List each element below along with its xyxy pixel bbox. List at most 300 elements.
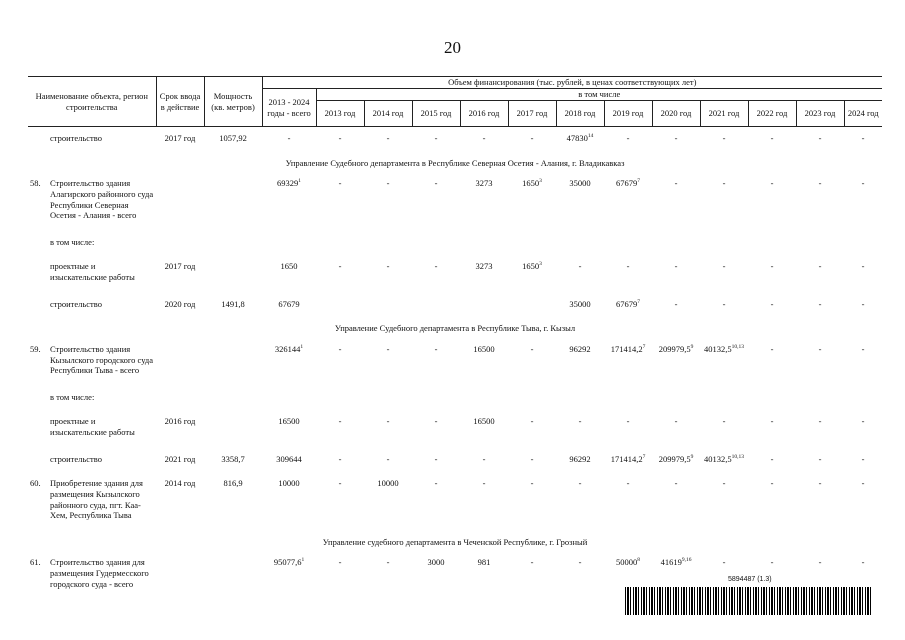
year-cell (652, 472, 700, 531)
table-row (28, 255, 882, 292)
cell-value: 3273 (475, 178, 493, 189)
cell-value: 35000 (569, 298, 591, 309)
cell-value: - (578, 416, 582, 427)
footnote-ref: 7 (642, 453, 646, 460)
year-cell (844, 231, 882, 256)
year-cell (460, 448, 508, 473)
footnote-ref: 10,13 (731, 344, 745, 351)
table-row (28, 472, 882, 531)
capacity: 816,9 (223, 478, 243, 489)
year-cell (364, 472, 412, 531)
row-number (28, 293, 48, 318)
cell-value: 16500 (473, 343, 495, 354)
cell-value: - (338, 343, 342, 354)
year-cell (748, 472, 796, 531)
footnote-ref: 1 (300, 344, 304, 351)
year-cell (796, 127, 844, 152)
year-cell (796, 293, 844, 318)
object-name: строительство (50, 453, 102, 464)
year-cell (364, 551, 412, 599)
table-row (28, 448, 882, 473)
commission-date: 2016 год (164, 416, 196, 427)
cell-value: - (722, 557, 726, 568)
year-cell (316, 231, 364, 256)
year-cell (604, 448, 652, 473)
year-cell (508, 386, 556, 411)
row-number (28, 386, 48, 411)
cell-value: - (674, 416, 678, 427)
commission-date (156, 338, 204, 386)
table-row (28, 338, 882, 386)
footnote-ref: 3 (539, 261, 542, 268)
total-cell (262, 386, 316, 411)
section-heading-row (28, 317, 882, 338)
cell-value: - (818, 557, 822, 568)
cell-value: - (482, 478, 486, 489)
cell-value: - (530, 478, 534, 489)
commission-date: 2014 год (164, 478, 196, 489)
header-year-col: 2016 год (460, 101, 508, 127)
year-cell (796, 255, 844, 292)
year-cell (316, 448, 364, 473)
footnote-ref: 14 (587, 133, 594, 140)
year-cell (604, 293, 652, 318)
year-cell (748, 127, 796, 152)
object-name: Строительство здания Алагирского районного суда Республики Северная Осетия - Алания - всего (50, 178, 154, 221)
total-cell (262, 255, 316, 292)
year-cell (700, 172, 748, 231)
cell-value: - (722, 178, 726, 189)
object-name: в том числе: (50, 391, 95, 402)
year-cell (700, 127, 748, 152)
cell-value: - (674, 298, 678, 309)
cell-value: 95077,6 (273, 557, 302, 568)
cell-value: - (722, 298, 726, 309)
year-cell (460, 172, 508, 231)
year-cell (364, 127, 412, 152)
header-funding-group: Объем финансирования (тыс. рублей, в ценах соответствующих лет) (262, 77, 882, 89)
header-total-col: 2013 - 2024 годы - всего (262, 89, 316, 127)
cell-value: - (674, 478, 678, 489)
year-cell (316, 255, 364, 292)
header-name-col: Наименование объекта, регион строительства (28, 77, 156, 127)
year-cell (364, 255, 412, 292)
year-cell (460, 386, 508, 411)
header-year-col: 2022 год (748, 101, 796, 127)
object-name: строительство (50, 133, 102, 143)
year-cell (316, 472, 364, 531)
table-row (28, 386, 882, 411)
header-year-col: 2017 год (508, 101, 556, 127)
year-cell (556, 293, 604, 318)
year-cell (412, 386, 460, 411)
table-header (28, 77, 882, 127)
cell-value: - (722, 416, 726, 427)
year-cell (748, 410, 796, 447)
cell-value: - (434, 178, 438, 189)
cell-value: 40132,5 (704, 453, 732, 464)
year-cell (412, 472, 460, 531)
capacity: 1057,92 (219, 133, 247, 143)
cell-value: - (386, 416, 390, 427)
year-cell (556, 386, 604, 411)
year-cell (796, 338, 844, 386)
year-cell (700, 448, 748, 473)
capacity (204, 386, 262, 411)
cell-value: 1650 (280, 261, 298, 272)
year-cell (364, 448, 412, 473)
year-cell (556, 172, 604, 231)
year-cell (412, 338, 460, 386)
cell-value: 171414,2 (610, 453, 643, 464)
header-including: в том числе (316, 89, 882, 101)
year-cell (460, 231, 508, 256)
year-cell (460, 293, 508, 318)
year-cell (316, 386, 364, 411)
row-number (28, 410, 48, 447)
cell-value: - (338, 178, 342, 189)
commission-date: 2017 год (164, 261, 196, 272)
year-cell (508, 472, 556, 531)
year-cell (412, 231, 460, 256)
cell-value: - (386, 261, 390, 272)
cell-value: - (626, 416, 630, 427)
footnote-ref: 9,16 (681, 557, 692, 564)
year-cell (844, 472, 882, 531)
cell-value: - (861, 416, 865, 427)
financing-table (28, 76, 882, 599)
year-cell (556, 127, 604, 152)
year-cell (844, 448, 882, 473)
commission-date (156, 172, 204, 231)
commission-date (156, 551, 204, 599)
year-cell (844, 338, 882, 386)
cell-value: - (770, 133, 774, 143)
year-cell (316, 127, 364, 152)
cell-value: - (770, 343, 774, 354)
cell-value: 981 (477, 557, 491, 568)
year-cell (652, 231, 700, 256)
year-cell (364, 410, 412, 447)
cell-value: - (770, 261, 774, 272)
year-cell (652, 172, 700, 231)
page-number: 20 (444, 38, 461, 57)
row-number (28, 448, 48, 473)
year-cell (508, 127, 556, 152)
cell-value: - (818, 298, 822, 309)
cell-value: 309644 (276, 453, 302, 464)
row-number (28, 231, 48, 256)
cell-value: 35000 (569, 178, 591, 189)
cell-value: 67679 (278, 298, 300, 309)
section-heading: Управление Судебного департамента в Республике Тыва, г. Кызыл (334, 323, 576, 334)
cell-value: 50000 (616, 557, 638, 568)
year-cell (604, 386, 652, 411)
footnote-ref: 7 (642, 344, 646, 351)
row-number: 60. (30, 478, 41, 489)
cell-value: - (861, 343, 865, 354)
year-cell (796, 231, 844, 256)
year-cell (508, 448, 556, 473)
year-cell (412, 127, 460, 152)
cell-value: 96292 (569, 343, 591, 354)
year-cell (652, 448, 700, 473)
cell-value: 40132,5 (704, 343, 732, 354)
year-cell (652, 338, 700, 386)
cell-value: 67679 (616, 178, 638, 189)
cell-value: - (861, 133, 865, 143)
cell-value: - (674, 261, 678, 272)
capacity: 3358,7 (221, 453, 245, 464)
footnote-ref: 7 (637, 178, 641, 185)
capacity (204, 410, 262, 447)
cell-value: - (770, 298, 774, 309)
cell-value: - (818, 261, 822, 272)
capacity (204, 172, 262, 231)
year-cell (508, 231, 556, 256)
cell-value: - (722, 133, 726, 143)
year-cell (844, 386, 882, 411)
total-cell (262, 172, 316, 231)
cell-value: - (578, 261, 582, 272)
cell-value: - (386, 557, 390, 568)
year-cell (604, 410, 652, 447)
barcode (625, 587, 873, 615)
object-name: строительство (50, 298, 102, 309)
cell-value: - (861, 453, 865, 464)
cell-value: - (338, 261, 342, 272)
cell-value: - (578, 557, 582, 568)
cell-value: - (338, 557, 342, 568)
cell-value: 41619 (660, 557, 682, 568)
year-cell (316, 293, 364, 318)
year-cell (700, 338, 748, 386)
capacity (204, 231, 262, 256)
year-cell (508, 551, 556, 599)
year-cell (604, 472, 652, 531)
cell-value: - (434, 261, 438, 272)
year-cell (316, 551, 364, 599)
footnote-ref: 1 (298, 178, 302, 185)
table-row (28, 293, 882, 318)
year-cell (412, 551, 460, 599)
total-cell (262, 448, 316, 473)
year-cell (460, 338, 508, 386)
row-number: 61. (30, 557, 41, 568)
table-row (28, 410, 882, 447)
year-cell (316, 410, 364, 447)
section-heading-row (28, 531, 882, 552)
total-cell (262, 472, 316, 531)
year-cell (796, 410, 844, 447)
year-cell (556, 448, 604, 473)
capacity (204, 551, 262, 599)
year-cell (556, 410, 604, 447)
year-cell (748, 231, 796, 256)
header-capacity-col: Мощность (кв. метров) (204, 77, 262, 127)
year-cell (748, 448, 796, 473)
cell-value: 67679 (616, 298, 638, 309)
header-year-col: 2021 год (700, 101, 748, 127)
cell-value: - (818, 178, 822, 189)
cell-value: - (861, 178, 865, 189)
object-name: проектные и изыскательские работы (50, 416, 135, 437)
row-number (28, 127, 48, 152)
year-cell (604, 255, 652, 292)
year-cell (652, 410, 700, 447)
cell-value: - (386, 453, 390, 464)
year-cell (604, 338, 652, 386)
year-cell (412, 410, 460, 447)
cell-value: 16500 (278, 416, 300, 427)
table-row (28, 172, 882, 231)
cell-value: 69329 (277, 178, 299, 189)
cell-value: - (770, 453, 774, 464)
cell-value: - (338, 416, 342, 427)
footnote-ref: 8 (637, 557, 641, 564)
row-number (28, 255, 48, 292)
cell-value: - (338, 133, 342, 143)
cell-value: - (434, 133, 438, 143)
year-cell (748, 338, 796, 386)
year-cell (364, 172, 412, 231)
year-cell (460, 472, 508, 531)
cell-value: - (818, 478, 822, 489)
cell-value: 10000 (278, 478, 300, 489)
cell-value: - (434, 478, 438, 489)
year-cell (844, 127, 882, 152)
year-cell (652, 255, 700, 292)
cell-value: - (674, 178, 678, 189)
table-body (28, 127, 882, 600)
year-cell (844, 255, 882, 292)
year-cell (700, 293, 748, 318)
cell-value: - (861, 261, 865, 272)
year-cell (604, 127, 652, 152)
cell-value: 96292 (569, 453, 591, 464)
cell-value: - (626, 261, 630, 272)
object-name: в том числе: (50, 236, 95, 247)
year-cell (748, 386, 796, 411)
year-cell (748, 293, 796, 318)
header-year-col: 2020 год (652, 101, 700, 127)
year-cell (460, 410, 508, 447)
year-cell (700, 255, 748, 292)
header-year-col: 2015 год (412, 101, 460, 127)
header-year-col: 2018 год (556, 101, 604, 127)
year-cell (508, 410, 556, 447)
cell-value: 326144 (274, 343, 301, 354)
year-cell (508, 338, 556, 386)
cell-value: 47830 (566, 133, 588, 143)
year-cell (700, 386, 748, 411)
section-heading: Управление судебного департамента в Чеченской Республике, г. Грозный (322, 536, 588, 547)
year-cell (556, 551, 604, 599)
cell-value: - (434, 343, 438, 354)
header-year-col: 2024 год (844, 101, 882, 127)
section-heading: Управление Судебного департамента в Республике Северная Осетия - Алания, г. Владикавказ (285, 157, 625, 168)
cell-value: - (386, 133, 390, 143)
capacity (204, 255, 262, 292)
cell-value: 171414,2 (610, 343, 643, 354)
cell-value: - (386, 343, 390, 354)
cell-value: - (626, 478, 630, 489)
header-year-col: 2019 год (604, 101, 652, 127)
footnote-ref: 9 (690, 344, 694, 351)
total-cell (262, 410, 316, 447)
year-cell (556, 231, 604, 256)
year-cell (460, 127, 508, 152)
cell-value: - (770, 178, 774, 189)
table-row (28, 231, 882, 256)
cell-value: - (770, 478, 774, 489)
year-cell (844, 293, 882, 318)
cell-value: - (287, 133, 291, 143)
capacity: 1491,8 (221, 298, 245, 309)
year-cell (844, 410, 882, 447)
cell-value: - (530, 133, 534, 143)
total-cell (262, 127, 316, 152)
year-cell (652, 386, 700, 411)
cell-value: - (861, 557, 865, 568)
cell-value: - (434, 453, 438, 464)
barcode-label: 5894487 (1.3) (728, 576, 772, 583)
year-cell (652, 293, 700, 318)
cell-value: - (770, 416, 774, 427)
year-cell (364, 231, 412, 256)
year-cell (508, 255, 556, 292)
cell-value: 3000 (427, 557, 445, 568)
year-cell (700, 410, 748, 447)
cell-value: - (530, 453, 534, 464)
year-cell (796, 386, 844, 411)
cell-value: 209979,5 (658, 343, 691, 354)
cell-value: 3273 (475, 261, 493, 272)
table-row (28, 127, 882, 152)
object-name: Строительство здания для размещения Гудермесского городского суда - всего (50, 557, 149, 589)
object-name: проектные и изыскательские работы (50, 261, 135, 282)
cell-value: - (861, 478, 865, 489)
row-number: 59. (30, 343, 41, 354)
year-cell (604, 172, 652, 231)
cell-value: - (386, 178, 390, 189)
footnote-ref: 3 (539, 178, 542, 185)
cell-value: 209979,5 (658, 453, 691, 464)
footnote-ref: 10,13 (731, 453, 745, 460)
year-cell (796, 472, 844, 531)
year-cell (796, 172, 844, 231)
year-cell (508, 293, 556, 318)
total-cell (262, 551, 316, 599)
year-cell (844, 172, 882, 231)
section-heading-row (28, 152, 882, 173)
total-cell (262, 338, 316, 386)
cell-value: 10000 (377, 478, 399, 489)
header-year-col: 2014 год (364, 101, 412, 127)
year-cell (700, 231, 748, 256)
year-cell (508, 172, 556, 231)
cell-value: - (530, 557, 534, 568)
year-cell (748, 255, 796, 292)
footnote-ref: 1 (301, 557, 305, 564)
header-commission-col: Срок ввода в действие (156, 77, 204, 127)
footnote-ref: 7 (637, 298, 641, 305)
cell-value: - (482, 453, 486, 464)
year-cell (364, 386, 412, 411)
year-cell (316, 338, 364, 386)
year-cell (460, 255, 508, 292)
year-cell (556, 255, 604, 292)
